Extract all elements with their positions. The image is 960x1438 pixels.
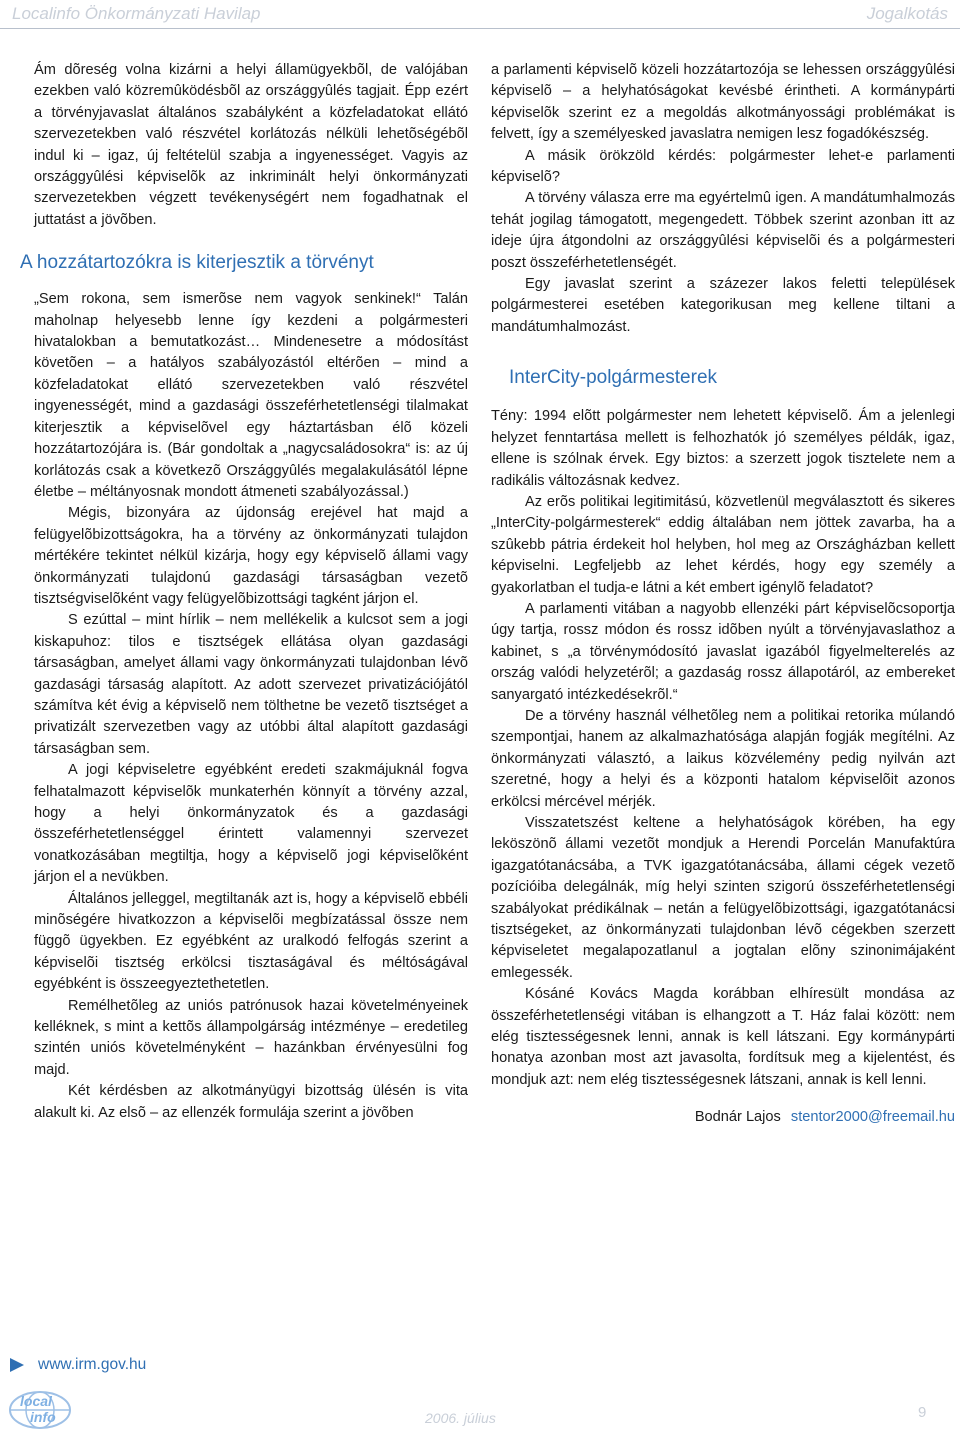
paragraph: Általános jelleggel, megtiltanák azt is, hogy a képviselõ ebbéli minõségére hivatkozzon a képviselõi megbízatással össze nem függõ ügyekben. Ez egyébként az uralkodó felfogás szerint a képviselõi tisztség erkölcsi tisztaságával és méltóságával egyébként is összeegyeztethetetlen. <box>34 890 468 993</box>
right-column <box>491 60 955 1129</box>
svg-text:local: local <box>20 1393 52 1409</box>
publication-title: Localinfo Önkormányzati Havilap <box>12 4 261 23</box>
paragraph: S ezúttal – mint hírlik – nem mellékelik a kulcsot sem a jogi kiskapuhoz: tilos e tisztségek ellátása olyan gazdasági társaságban, amelyet állami vagy önkormányzati tulajdonban lévõ gazdasági társaság alapított. Az adott szervezet privatizációjától számítva két évig a képviselõ nem tölthetne be vezetõ tisztséget a privatizált szervezetben vagy az utóbbi által alapított gazdasági társaságban sem. <box>34 612 468 757</box>
localinfo-logo-mark <box>6 1386 86 1432</box>
svg-text:info: info <box>30 1409 56 1425</box>
localinfo-logo <box>6 1386 86 1432</box>
section-title: Jogalkotás <box>866 4 948 23</box>
paragraph: „Sem rokona, sem ismerõse nem vagyok senkinek!“ Talán maholnap helyesebb lenne így kezdeni a polgármesteri hivatalokban a bemutatkozást… Mindenesetre a módosítást követõen – a hatályos szabályozástól eltérõen – mind a közfeladatokat ellátó szervezetekben való részvétel ingyenességét, mind a gazdasági összeférhetetlenségi tilalmakat kiterjesztik a képviselõvel egy háztartásban élõ közeli hozzátartozójára is. (Bár gondoltak a „nagycsaládosokra“ is: az új korlátozás csak a következõ Országgyûlés megalakulásától lépne életbe – méltányosnak mondott átmeneti szabályozással.) <box>34 291 468 500</box>
paragraph: Az erõs politikai legitimitású, közvetlenül megválasztott és sikeres „InterCity-polgármesterek“ eddig általában nem jöttek zavarba, ha a szûkebb pátria érdekeit hol helyben, hol meg az Országházban kellett képviselni. Legfeljebb az lehet kérdés, hogy egy személy a gyakorlatban el tudja-e látni a két embert igénylõ feladatot? <box>491 493 955 596</box>
paragraph: Visszatetszést keltene a helyhatóságok körében, ha egy leköszönõ állami vezetõt mondjuk a Herendi Porcelán Manufaktúra igazgatótanácsába, a TVK igazgatótanácsába, állami cégek vezetõ pozícióiba delegálnák, míg helyi szinten szigorú összeférhetetlenségi szabályokat prédikálnak – netán a felügyelõbizottsági, igazgatótanácsi tisztségeket, az önkormányzati tulajdonban lévõ cégekben szerzett képviseletet megalapozatlanul a jogtalan elõny szinonimájaként emlegessék. <box>491 815 955 981</box>
paragraph: a parlamenti képviselõ közeli hozzátartozója se lehessen országgyûlési képviselõ – a helyhatóságokat kevésbé érintheti. A kormánypárti képviselõk szerint ez a megoldás alkotmányossági problémákat is felvett, így a személyesked javaslatra nemigen lesz fogadókészség. <box>491 62 955 143</box>
section-heading: InterCity-polgármesterek <box>509 367 718 389</box>
paragraph: A parlamenti vitában a nagyobb ellenzéki párt képviselõcsoportja úgy tartja, rossz módon és rossz idõben nyúlt a törvényjavaslathoz a kabinet, s „a törvénymódosító javaslat igazából figyelmelterelés az ország valódi helyzetérõl; a gazdaság rossz állapotáról, az embereket sanyargató intézkedésekrõl.“ <box>491 600 955 703</box>
header-divider <box>0 28 960 29</box>
paragraph: Kósáné Kovács Magda korábban elhíresült mondása az összeférhetetlenségi vitában is elhangzott a T. Ház falai között: nem elég tisztességesnek lenni, annak is kell látszani. Egy kormánypárti honatya azonban most azt javasolta, fordítsuk meg a kijelentést, és mondjuk azt: nem elég tisztességesnek látszani, annak is kell lenni. <box>491 986 955 1088</box>
arrow-icon <box>10 1358 24 1372</box>
paragraph: Tény: 1994 elõtt polgármester nem lehetett képviselõ. Ám a jelenlegi helyzet fenntartása mellett is felhozhatók jó személyes példák, igaz, ellene is szólnak érvek. Egy biztos: a szerzett jogok tisztelete nem a radikális változásnak kedvez. <box>491 408 955 489</box>
paragraph: Egy javaslat szerint a százezer lakos feletti települések polgármesterei esetében kategorikusan meg kellene tiltani a mandátumhalmozást. <box>491 276 955 335</box>
paragraph: A másik örökzöld kérdés: polgármester lehet-e parlamenti képviselõ? <box>491 147 955 186</box>
author-email-link[interactable]: stentor2000@freemail.hu <box>790 1109 955 1126</box>
paragraph: Mégis, bizonyára az újdonság erejével hat majd a felügyelõbizottságokra, ha a törvény az önkormányzati tulajdon mértékére tekintet nélkül kizárja, hogy egy képviselõ állami vagy önkormányzati tulajdonú gazdasági társaságban vezetõ tisztségviselõként vagy felügyelõbizottsági tagként járjon el. <box>34 505 468 607</box>
paragraph: A jogi képviseletre egyébként eredeti szakmájuknál fogva felhatalmazott képviselõk munkaterhén könnyít a törvény azzal, hogy a helyi önkormányzatok és a gazdasági összeférhetetlenséggel érintett valamennyi szervezet vonatkozásában megtiltja, hogy a képviselõ jogi képviselõként járjon el a nevükben. <box>34 762 468 886</box>
section-heading: A hozzátartozókra is kiterjesztik a törvényt <box>20 252 374 274</box>
page-header <box>0 0 960 30</box>
footer-url[interactable] <box>10 1356 146 1374</box>
paragraph: Remélhetõleg az uniós patrónusok hazai követelményeinek kelléknek, s mint a kettõs állampolgárság intézménye – eredetileg szintén uniós követelményként – hazánkban érvényesülni fog majd. <box>34 997 468 1078</box>
author-name: Bodnár Lajos <box>694 1109 781 1126</box>
issue-date: 2006. július <box>425 1410 496 1426</box>
paragraph: Két kérdésben az alkotmányügyi bizottság ülésén is vita alakult ki. Az elsõ – az ellenzék formulája szerint a jövõben <box>34 1083 468 1121</box>
paragraph: De a törvény használ vélhetõleg nem a politikai retorika múlandó szempontjai, hanem az alkalmazhatósága alapján fogják megítélni. Az önkormányzati választó, a laikus közvélemény pedig nyilván azt szeretné, hogy a helyi és a központi hatalom képviselõit azonos erkölcsi mércével mérjék. <box>491 707 955 810</box>
left-column <box>20 60 468 1124</box>
paragraph: Ám dõreség volna kizárni a helyi államügyekbõl, de valójában ezekben való közremûködésbõl az országgyûlés tagjait. Épp ezért a törvényjavaslat általános szabályként a közfeladatokat ellátó szervezetekben való részvétel korlátozás nélküli lehetõségébõl indul ki – igaz, új feltételül szabja a ingyenességet. Vagyis az országgyûlési képviselõk az inkriminált helyi önkormányzati szervezetekben végzett tevékenységért nem fogadhatnak el juttatást a jövõben. <box>34 62 468 228</box>
page-number: 9 <box>918 1404 927 1421</box>
author-signature <box>491 1107 955 1128</box>
paragraph: A törvény válasza erre ma egyértelmû igen. A mandátumhalmozás tehát jogilag támogatott, megengedett. Többek szerint azonban itt az ideje újra átgondolni az országgyûlési képviselõi és a polgármesteri poszt összeférhetetlenségét. <box>491 190 955 271</box>
footer-url-link[interactable]: www.irm.gov.hu <box>38 1356 147 1373</box>
